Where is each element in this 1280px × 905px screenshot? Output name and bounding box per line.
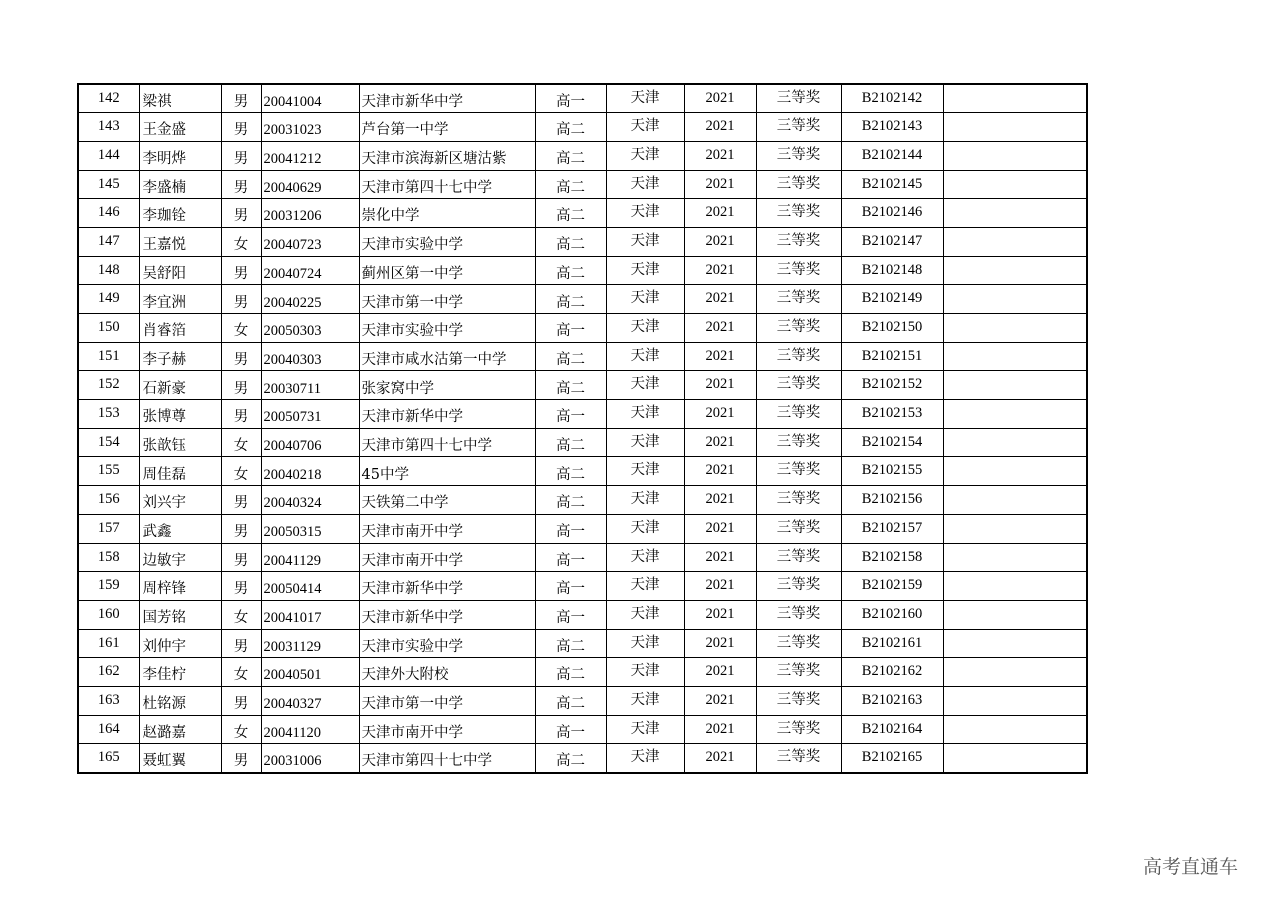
school-cell: 天津市咸水沽第一中学 — [359, 342, 535, 371]
school-cell: 天津市第一中学 — [359, 285, 535, 314]
remarks-cell — [943, 371, 1087, 400]
watermark-text: 高考直通车 — [1143, 856, 1239, 878]
table-row — [78, 285, 1087, 314]
birthdate-cell: 20040724 — [261, 256, 359, 285]
gender-cell: 男 — [221, 342, 261, 371]
remarks-cell — [943, 543, 1087, 572]
table-row — [78, 457, 1087, 486]
award-table — [77, 83, 1088, 774]
grade-cell: 高二 — [535, 744, 606, 773]
remarks-cell — [943, 658, 1087, 687]
table-row — [78, 256, 1087, 285]
remarks-cell — [943, 715, 1087, 744]
award-level-cell: 三等奖 — [756, 84, 841, 113]
row-number-cell: 150 — [78, 314, 139, 343]
year-cell: 2021 — [684, 227, 756, 256]
table-row — [78, 314, 1087, 343]
province-cell: 天津 — [606, 199, 684, 228]
student-name-cell: 李明烨 — [139, 141, 221, 170]
province-cell: 天津 — [606, 84, 684, 113]
remarks-cell — [943, 84, 1087, 113]
award-list-sheet — [77, 83, 1088, 774]
gender-cell: 男 — [221, 170, 261, 199]
birthdate-cell: 20050315 — [261, 514, 359, 543]
award-level-cell: 三等奖 — [756, 543, 841, 572]
year-cell: 2021 — [684, 428, 756, 457]
student-name-cell: 李佳柠 — [139, 658, 221, 687]
certificate-code-cell: B2102155 — [841, 457, 943, 486]
row-number-cell: 159 — [78, 572, 139, 601]
student-name-cell: 梁祺 — [139, 84, 221, 113]
gender-cell: 男 — [221, 572, 261, 601]
year-cell: 2021 — [684, 371, 756, 400]
year-cell: 2021 — [684, 84, 756, 113]
certificate-code-cell: B2102145 — [841, 170, 943, 199]
remarks-cell — [943, 170, 1087, 199]
birthdate-cell: 20050414 — [261, 572, 359, 601]
table-row — [78, 141, 1087, 170]
table-row — [78, 113, 1087, 142]
row-number-cell: 156 — [78, 486, 139, 515]
year-cell: 2021 — [684, 600, 756, 629]
certificate-code-cell: B2102160 — [841, 600, 943, 629]
remarks-cell — [943, 428, 1087, 457]
remarks-cell — [943, 199, 1087, 228]
gender-cell: 男 — [221, 629, 261, 658]
remarks-cell — [943, 342, 1087, 371]
student-name-cell: 王嘉悦 — [139, 227, 221, 256]
province-cell: 天津 — [606, 314, 684, 343]
gender-cell: 男 — [221, 371, 261, 400]
grade-cell: 高二 — [535, 285, 606, 314]
school-cell: 天津市南开中学 — [359, 514, 535, 543]
school-cell: 45中学 — [359, 457, 535, 486]
province-cell: 天津 — [606, 170, 684, 199]
table-row — [78, 400, 1087, 429]
birthdate-cell: 20031129 — [261, 629, 359, 658]
table-row — [78, 543, 1087, 572]
award-level-cell: 三等奖 — [756, 170, 841, 199]
grade-cell: 高二 — [535, 199, 606, 228]
school-cell: 天津市新华中学 — [359, 400, 535, 429]
province-cell: 天津 — [606, 514, 684, 543]
certificate-code-cell: B2102159 — [841, 572, 943, 601]
birthdate-cell: 20041017 — [261, 600, 359, 629]
table-row — [78, 486, 1087, 515]
grade-cell: 高二 — [535, 428, 606, 457]
table-row — [78, 572, 1087, 601]
province-cell: 天津 — [606, 543, 684, 572]
birthdate-cell: 20040225 — [261, 285, 359, 314]
birthdate-cell: 20040501 — [261, 658, 359, 687]
certificate-code-cell: B2102149 — [841, 285, 943, 314]
year-cell: 2021 — [684, 572, 756, 601]
school-cell: 天津外大附校 — [359, 658, 535, 687]
award-level-cell: 三等奖 — [756, 428, 841, 457]
gender-cell: 男 — [221, 514, 261, 543]
province-cell: 天津 — [606, 400, 684, 429]
province-cell: 天津 — [606, 285, 684, 314]
row-number-cell: 165 — [78, 744, 139, 773]
row-number-cell: 161 — [78, 629, 139, 658]
year-cell: 2021 — [684, 141, 756, 170]
school-cell: 天津市第一中学 — [359, 686, 535, 715]
row-number-cell: 142 — [78, 84, 139, 113]
school-cell: 天津市实验中学 — [359, 314, 535, 343]
birthdate-cell: 20041212 — [261, 141, 359, 170]
grade-cell: 高一 — [535, 543, 606, 572]
remarks-cell — [943, 256, 1087, 285]
row-number-cell: 147 — [78, 227, 139, 256]
remarks-cell — [943, 600, 1087, 629]
school-cell: 天津市南开中学 — [359, 715, 535, 744]
certificate-code-cell: B2102148 — [841, 256, 943, 285]
school-cell: 蓟州区第一中学 — [359, 256, 535, 285]
award-level-cell: 三等奖 — [756, 600, 841, 629]
award-level-cell: 三等奖 — [756, 572, 841, 601]
row-number-cell: 149 — [78, 285, 139, 314]
birthdate-cell: 20050731 — [261, 400, 359, 429]
remarks-cell — [943, 141, 1087, 170]
certificate-code-cell: B2102146 — [841, 199, 943, 228]
gender-cell: 男 — [221, 486, 261, 515]
table-row — [78, 371, 1087, 400]
school-cell: 天津市新华中学 — [359, 84, 535, 113]
table-row — [78, 227, 1087, 256]
table-row — [78, 600, 1087, 629]
year-cell: 2021 — [684, 744, 756, 773]
certificate-code-cell: B2102144 — [841, 141, 943, 170]
gender-cell: 女 — [221, 457, 261, 486]
table-row — [78, 686, 1087, 715]
school-cell: 天津市新华中学 — [359, 600, 535, 629]
birthdate-cell: 20040706 — [261, 428, 359, 457]
grade-cell: 高一 — [535, 572, 606, 601]
student-name-cell: 刘兴宇 — [139, 486, 221, 515]
birthdate-cell: 20031023 — [261, 113, 359, 142]
row-number-cell: 158 — [78, 543, 139, 572]
grade-cell: 高二 — [535, 658, 606, 687]
grade-cell: 高二 — [535, 486, 606, 515]
student-name-cell: 张歆钰 — [139, 428, 221, 457]
remarks-cell — [943, 686, 1087, 715]
grade-cell: 高二 — [535, 457, 606, 486]
remarks-cell — [943, 285, 1087, 314]
certificate-code-cell: B2102158 — [841, 543, 943, 572]
certificate-code-cell: B2102150 — [841, 314, 943, 343]
row-number-cell: 143 — [78, 113, 139, 142]
award-level-cell: 三等奖 — [756, 227, 841, 256]
certificate-code-cell: B2102157 — [841, 514, 943, 543]
birthdate-cell: 20041004 — [261, 84, 359, 113]
birthdate-cell: 20041120 — [261, 715, 359, 744]
gender-cell: 女 — [221, 658, 261, 687]
birthdate-cell: 20040629 — [261, 170, 359, 199]
student-name-cell: 杜铭源 — [139, 686, 221, 715]
award-level-cell: 三等奖 — [756, 400, 841, 429]
province-cell: 天津 — [606, 744, 684, 773]
gender-cell: 男 — [221, 256, 261, 285]
student-name-cell: 石新豪 — [139, 371, 221, 400]
gender-cell: 男 — [221, 543, 261, 572]
school-cell: 天津市实验中学 — [359, 629, 535, 658]
birthdate-cell: 20040327 — [261, 686, 359, 715]
school-cell: 天铁第二中学 — [359, 486, 535, 515]
award-level-cell: 三等奖 — [756, 342, 841, 371]
row-number-cell: 157 — [78, 514, 139, 543]
grade-cell: 高一 — [535, 314, 606, 343]
certificate-code-cell: B2102147 — [841, 227, 943, 256]
gender-cell: 男 — [221, 141, 261, 170]
student-name-cell: 周梓锋 — [139, 572, 221, 601]
year-cell: 2021 — [684, 113, 756, 142]
table-row — [78, 342, 1087, 371]
birthdate-cell: 20030711 — [261, 371, 359, 400]
grade-cell: 高二 — [535, 113, 606, 142]
province-cell: 天津 — [606, 600, 684, 629]
award-level-cell: 三等奖 — [756, 113, 841, 142]
row-number-cell: 164 — [78, 715, 139, 744]
gender-cell: 女 — [221, 600, 261, 629]
gender-cell: 女 — [221, 227, 261, 256]
birthdate-cell: 20040723 — [261, 227, 359, 256]
birthdate-cell: 20050303 — [261, 314, 359, 343]
award-level-cell: 三等奖 — [756, 457, 841, 486]
gender-cell: 女 — [221, 428, 261, 457]
table-row — [78, 199, 1087, 228]
year-cell: 2021 — [684, 400, 756, 429]
grade-cell: 高二 — [535, 629, 606, 658]
award-level-cell: 三等奖 — [756, 658, 841, 687]
gender-cell: 男 — [221, 84, 261, 113]
province-cell: 天津 — [606, 227, 684, 256]
grade-cell: 高一 — [535, 600, 606, 629]
table-row — [78, 514, 1087, 543]
remarks-cell — [943, 629, 1087, 658]
row-number-cell: 163 — [78, 686, 139, 715]
table-row — [78, 715, 1087, 744]
award-level-cell: 三等奖 — [756, 285, 841, 314]
award-level-cell: 三等奖 — [756, 744, 841, 773]
student-name-cell: 王金盛 — [139, 113, 221, 142]
row-number-cell: 155 — [78, 457, 139, 486]
year-cell: 2021 — [684, 285, 756, 314]
year-cell: 2021 — [684, 715, 756, 744]
gender-cell: 女 — [221, 314, 261, 343]
school-cell: 芦台第一中学 — [359, 113, 535, 142]
student-name-cell: 国芳铭 — [139, 600, 221, 629]
certificate-code-cell: B2102165 — [841, 744, 943, 773]
year-cell: 2021 — [684, 170, 756, 199]
row-number-cell: 151 — [78, 342, 139, 371]
row-number-cell: 154 — [78, 428, 139, 457]
remarks-cell — [943, 113, 1087, 142]
school-cell: 天津市第四十七中学 — [359, 428, 535, 457]
award-level-cell: 三等奖 — [756, 514, 841, 543]
birthdate-cell: 20040324 — [261, 486, 359, 515]
grade-cell: 高二 — [535, 256, 606, 285]
row-number-cell: 148 — [78, 256, 139, 285]
gender-cell: 男 — [221, 113, 261, 142]
year-cell: 2021 — [684, 686, 756, 715]
grade-cell: 高二 — [535, 141, 606, 170]
certificate-code-cell: B2102164 — [841, 715, 943, 744]
certificate-code-cell: B2102142 — [841, 84, 943, 113]
student-name-cell: 赵潞嘉 — [139, 715, 221, 744]
grade-cell: 高一 — [535, 400, 606, 429]
gender-cell: 男 — [221, 285, 261, 314]
birthdate-cell: 20031206 — [261, 199, 359, 228]
remarks-cell — [943, 572, 1087, 601]
table-row — [78, 744, 1087, 773]
award-level-cell: 三等奖 — [756, 686, 841, 715]
award-level-cell: 三等奖 — [756, 199, 841, 228]
award-level-cell: 三等奖 — [756, 256, 841, 285]
year-cell: 2021 — [684, 342, 756, 371]
gender-cell: 男 — [221, 400, 261, 429]
province-cell: 天津 — [606, 371, 684, 400]
remarks-cell — [943, 227, 1087, 256]
student-name-cell: 吴舒阳 — [139, 256, 221, 285]
table-row — [78, 629, 1087, 658]
student-name-cell: 李珈铨 — [139, 199, 221, 228]
school-cell: 天津市新华中学 — [359, 572, 535, 601]
grade-cell: 高二 — [535, 170, 606, 199]
year-cell: 2021 — [684, 314, 756, 343]
award-level-cell: 三等奖 — [756, 141, 841, 170]
year-cell: 2021 — [684, 486, 756, 515]
certificate-code-cell: B2102151 — [841, 342, 943, 371]
certificate-code-cell: B2102156 — [841, 486, 943, 515]
student-name-cell: 周佳磊 — [139, 457, 221, 486]
province-cell: 天津 — [606, 658, 684, 687]
province-cell: 天津 — [606, 715, 684, 744]
grade-cell: 高一 — [535, 514, 606, 543]
table-row — [78, 658, 1087, 687]
year-cell: 2021 — [684, 256, 756, 285]
certificate-code-cell: B2102153 — [841, 400, 943, 429]
school-cell: 天津市第四十七中学 — [359, 170, 535, 199]
student-name-cell: 武鑫 — [139, 514, 221, 543]
school-cell: 天津市南开中学 — [359, 543, 535, 572]
school-cell: 天津市第四十七中学 — [359, 744, 535, 773]
grade-cell: 高一 — [535, 715, 606, 744]
province-cell: 天津 — [606, 686, 684, 715]
province-cell: 天津 — [606, 572, 684, 601]
certificate-code-cell: B2102152 — [841, 371, 943, 400]
gender-cell: 男 — [221, 199, 261, 228]
school-cell: 张家窝中学 — [359, 371, 535, 400]
row-number-cell: 144 — [78, 141, 139, 170]
grade-cell: 高二 — [535, 342, 606, 371]
certificate-code-cell: B2102161 — [841, 629, 943, 658]
grade-cell: 高二 — [535, 686, 606, 715]
gender-cell: 男 — [221, 744, 261, 773]
school-cell: 天津市滨海新区塘沽紫 — [359, 141, 535, 170]
certificate-code-cell: B2102162 — [841, 658, 943, 687]
row-number-cell: 160 — [78, 600, 139, 629]
remarks-cell — [943, 514, 1087, 543]
award-level-cell: 三等奖 — [756, 314, 841, 343]
student-name-cell: 李子赫 — [139, 342, 221, 371]
remarks-cell — [943, 457, 1087, 486]
year-cell: 2021 — [684, 658, 756, 687]
student-name-cell: 聂虹翼 — [139, 744, 221, 773]
student-name-cell: 李盛楠 — [139, 170, 221, 199]
province-cell: 天津 — [606, 457, 684, 486]
school-cell: 天津市实验中学 — [359, 227, 535, 256]
row-number-cell: 162 — [78, 658, 139, 687]
year-cell: 2021 — [684, 199, 756, 228]
grade-cell: 高二 — [535, 371, 606, 400]
province-cell: 天津 — [606, 113, 684, 142]
row-number-cell: 146 — [78, 199, 139, 228]
province-cell: 天津 — [606, 486, 684, 515]
award-table-body — [78, 84, 1087, 773]
table-row — [78, 428, 1087, 457]
gender-cell: 女 — [221, 715, 261, 744]
grade-cell: 高一 — [535, 84, 606, 113]
year-cell: 2021 — [684, 629, 756, 658]
row-number-cell: 145 — [78, 170, 139, 199]
row-number-cell: 153 — [78, 400, 139, 429]
year-cell: 2021 — [684, 543, 756, 572]
remarks-cell — [943, 744, 1087, 773]
student-name-cell: 刘仲宇 — [139, 629, 221, 658]
student-name-cell: 边敏宇 — [139, 543, 221, 572]
gender-cell: 男 — [221, 686, 261, 715]
award-level-cell: 三等奖 — [756, 715, 841, 744]
table-row — [78, 170, 1087, 199]
student-name-cell: 肖睿箔 — [139, 314, 221, 343]
award-level-cell: 三等奖 — [756, 371, 841, 400]
birthdate-cell: 20031006 — [261, 744, 359, 773]
award-level-cell: 三等奖 — [756, 629, 841, 658]
school-cell: 崇化中学 — [359, 199, 535, 228]
year-cell: 2021 — [684, 457, 756, 486]
remarks-cell — [943, 314, 1087, 343]
remarks-cell — [943, 400, 1087, 429]
row-number-cell: 152 — [78, 371, 139, 400]
remarks-cell — [943, 486, 1087, 515]
award-level-cell: 三等奖 — [756, 486, 841, 515]
student-name-cell: 李宜洲 — [139, 285, 221, 314]
table-row — [78, 84, 1087, 113]
province-cell: 天津 — [606, 141, 684, 170]
student-name-cell: 张博尊 — [139, 400, 221, 429]
province-cell: 天津 — [606, 256, 684, 285]
province-cell: 天津 — [606, 629, 684, 658]
birthdate-cell: 20041129 — [261, 543, 359, 572]
year-cell: 2021 — [684, 514, 756, 543]
birthdate-cell: 20040218 — [261, 457, 359, 486]
certificate-code-cell: B2102163 — [841, 686, 943, 715]
grade-cell: 高二 — [535, 227, 606, 256]
birthdate-cell: 20040303 — [261, 342, 359, 371]
certificate-code-cell: B2102154 — [841, 428, 943, 457]
certificate-code-cell: B2102143 — [841, 113, 943, 142]
province-cell: 天津 — [606, 342, 684, 371]
province-cell: 天津 — [606, 428, 684, 457]
